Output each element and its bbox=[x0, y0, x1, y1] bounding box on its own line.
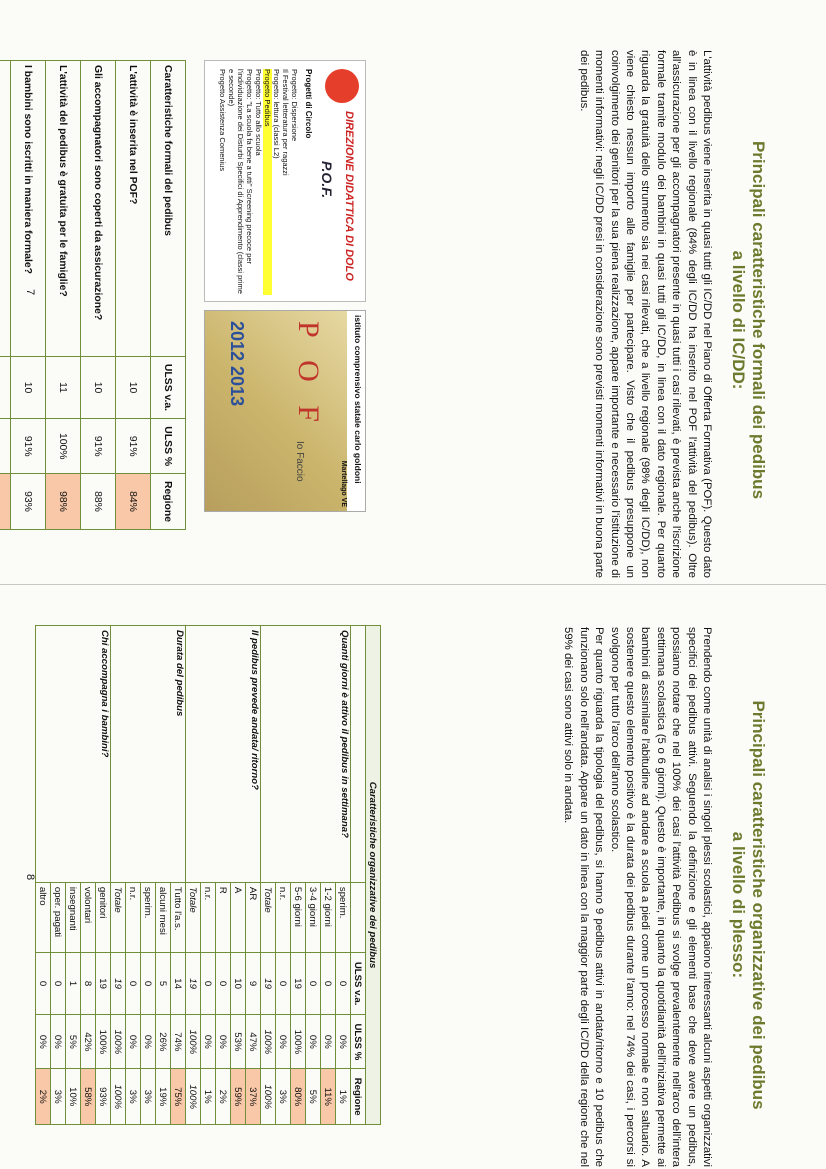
table-row bbox=[246, 626, 261, 1125]
table-cell: 74% bbox=[171, 1015, 186, 1069]
pof-header: DIREZIONE DIDATTICA DI DOLO bbox=[343, 111, 355, 281]
table-cell: 0% bbox=[201, 1015, 216, 1069]
table-row bbox=[96, 626, 111, 1125]
table-cell bbox=[0, 356, 11, 419]
page-7-paragraph: L'attività pedibus viene inserita in quasi tutti gli IC/DD nel Piano di Offerta Formativa (POF). Questo dato è in linea con il livello regionale (84% degli IC/DD ha inserito nel POF l'attività del pedibus). Oltre all'assicurazione per gli accompagnatori presente in quasi tutti i casi rilevati, è prevista anche l'iscrizione formale tramite modulo dei bambini in quasi tutti gli IC/DD, in linea con il dato regionale. Per quanto riguarda la gratuità dello strumento sia nei casi rilevati, che a livello regionale (98% degli IC/DD), non viene chiesto nessun importo alle famiglie per partecipare. Visto che il pedibus presuppone un coinvolgimento dei genitori per la sua piena realizzazione, appare importante e necessario l'istituzione di momenti informativi: negli IC/DD presi in considerazione sono previsti momenti informativi in buona parte dei pedibus. bbox=[577, 50, 713, 578]
table-cell: 47% bbox=[246, 1015, 261, 1069]
table-cell: 0 bbox=[276, 952, 291, 1014]
table-cell: 10 bbox=[11, 356, 46, 419]
table-cell bbox=[0, 61, 11, 357]
table-cell: 3-4 giorni bbox=[306, 882, 321, 952]
table-cell: 0 bbox=[306, 952, 321, 1014]
table-cell: 93% bbox=[96, 1069, 111, 1125]
pof-letters: P O F bbox=[292, 321, 325, 430]
school-town: Martellago VE bbox=[340, 460, 347, 507]
table-cell: genitori bbox=[96, 882, 111, 952]
table-cell: 19 bbox=[111, 952, 126, 1014]
pof-bullet: Progetto: Tutto allo scuola bbox=[254, 69, 263, 156]
table-cell: 19 bbox=[96, 952, 111, 1014]
table-cell: 91% bbox=[81, 419, 116, 474]
organizational-characteristics-table bbox=[35, 625, 381, 1125]
table-cell: 5-6 giorni bbox=[291, 882, 306, 952]
table-cell: 98% bbox=[46, 474, 81, 530]
table-header bbox=[351, 882, 366, 952]
table-cell: 1% bbox=[336, 1069, 351, 1125]
page-8-paragraph-1: Prendendo come unità di analisi i singoli plessi scolastici, appaiono interessanti alcuni aspetti organizzativi specifici dei pedibus attivi. Seguendo la definizione e gli elementi base che deve avere un pedibus, possiamo notare che nel 100% dei casi l'attività Pedibus si svolge prevalentemente nell'arco dell'intera settimana scolastica (5 o 6 giorni). Questo è importante, in quanto la quotidianità dell'iniziativa permette ai bambini di assimilare l'abitudine ad andare a scuola a piedi come un processo normale e non saltuario. A sostenere questo elemento positivo è la durata dei pedibus durante l'anno: nel 74% dei casi, i percorsi si svolgono per tutto l'arco dell'anno scolastico. bbox=[608, 627, 713, 1167]
table-cell: 88% bbox=[81, 474, 116, 530]
table-cell: 0% bbox=[216, 1015, 231, 1069]
table-cell: L'attività del pedibus è gratuita per le famiglie? bbox=[46, 61, 81, 357]
table-header-row bbox=[151, 61, 186, 530]
page-8-title-line1: Principali caratteristiche organizzative dei pedibus bbox=[749, 700, 768, 1110]
table-cell: Tutto l'a.s. bbox=[171, 882, 186, 952]
table-cell: 0% bbox=[321, 1015, 336, 1069]
page-7-title bbox=[728, 110, 768, 530]
table-cell: AR bbox=[246, 882, 261, 952]
table-cell: 100% bbox=[111, 1069, 126, 1125]
page-8-title-line2: a livello di plesso: bbox=[729, 831, 748, 979]
table-cell: 1 bbox=[66, 952, 81, 1014]
page-7-content bbox=[0, 0, 826, 584]
table-cell: 0 bbox=[321, 952, 336, 1014]
table-cell: 2% bbox=[216, 1069, 231, 1125]
table-cell: sperim. bbox=[336, 882, 351, 952]
table-cell: 37% bbox=[246, 1069, 261, 1125]
table-row bbox=[46, 61, 81, 530]
table-row bbox=[81, 61, 116, 530]
table-cell: alcuni mesi bbox=[156, 882, 171, 952]
table-header-row bbox=[351, 626, 366, 1125]
table-cell: 11% bbox=[321, 1069, 336, 1125]
table-cell: 53% bbox=[231, 1015, 246, 1069]
table-cell: 0 bbox=[216, 952, 231, 1014]
table-cell: 100% bbox=[186, 1015, 201, 1069]
table-cell: n.r. bbox=[201, 882, 216, 952]
table-question: Il pedibus prevede andata/ ritorno? bbox=[186, 626, 261, 883]
table-caption: Caratteristiche organizzative dei pedibus bbox=[366, 626, 381, 1125]
table-cell: 9 bbox=[246, 952, 261, 1014]
table-cell: 19% bbox=[156, 1069, 171, 1125]
pof-bullet: Progetto: Dispersione bbox=[290, 69, 299, 142]
table-cell: 93% bbox=[11, 474, 46, 530]
table-cell: 0% bbox=[306, 1015, 321, 1069]
table-cell: 0% bbox=[126, 1015, 141, 1069]
page-8 bbox=[0, 585, 826, 1169]
table-cell: Totale bbox=[261, 882, 276, 952]
pof-bullet-list bbox=[218, 69, 299, 295]
table-cell: 5% bbox=[306, 1069, 321, 1125]
table-header: ULSS % bbox=[151, 419, 186, 474]
table-cell: Gli accompagnatori sono coperti da assicurazione? bbox=[81, 61, 116, 357]
table-cell: 100% bbox=[96, 1015, 111, 1069]
table-cell: Totale bbox=[186, 882, 201, 952]
table-cell: L'attività è inserita nel POF? bbox=[116, 61, 151, 357]
table-cell: n.r. bbox=[276, 882, 291, 952]
table-cell: altro bbox=[36, 882, 51, 952]
table-header: ULSS v.a. bbox=[151, 356, 186, 419]
table-cell: 58% bbox=[81, 1069, 96, 1125]
pof-bullet: Progetto: lettura (classi L2) bbox=[272, 69, 281, 159]
table-cell: 84% bbox=[116, 474, 151, 530]
table-cell: n.r. bbox=[126, 882, 141, 952]
table-cell bbox=[0, 474, 11, 530]
table-cell: 8 bbox=[81, 952, 96, 1014]
table-cell: 2% bbox=[36, 1069, 51, 1125]
table-header: Regione bbox=[351, 1069, 366, 1125]
table-row bbox=[171, 626, 186, 1125]
table-row bbox=[0, 61, 11, 530]
table-cell: 0% bbox=[336, 1015, 351, 1069]
table-cell: 10% bbox=[66, 1069, 81, 1125]
page-8-paragraph-2: Per quanto riguarda la tipologia del pedibus, si hanno 9 pedibus attivi in andata/ritorno e 10 pedibus che funzionano solo nell'andata. Appare un dato in linea con la maggior parte degli IC/DD della regione che nel 59% dei casi sono attivi solo in andata. bbox=[562, 627, 606, 1167]
pof-cover-goldoni bbox=[204, 310, 366, 512]
table-cell: 100% bbox=[261, 1069, 276, 1125]
table-header: ULSS % bbox=[351, 1015, 366, 1069]
table-cell: volontari bbox=[81, 882, 96, 952]
pof-bullet: Progetto Pedibus bbox=[263, 69, 272, 295]
table-cell: 100% bbox=[291, 1015, 306, 1069]
page-number-7: 7 bbox=[24, 288, 36, 296]
table-cell: 19 bbox=[291, 952, 306, 1014]
table-cell: 3% bbox=[51, 1069, 66, 1125]
table-cell: 3% bbox=[141, 1069, 156, 1125]
table-cell: 0 bbox=[126, 952, 141, 1014]
pof-bullet: Progetto: "La scuola fa bene a tutti" Screening precoce per l'individuazione dei Disturbi Specifici di Apprendimento (classi prime e seconde) bbox=[227, 69, 254, 294]
table-cell: 0% bbox=[141, 1015, 156, 1069]
table-cell: 10 bbox=[81, 356, 116, 419]
table-cell: 1-2 giorni bbox=[321, 882, 336, 952]
pof-bullet: Progetto Assistenza Comenius bbox=[218, 69, 227, 172]
table-question: Quanti giorni è attivo il pedibus in settimana? bbox=[261, 626, 351, 883]
table-cell: 26% bbox=[156, 1015, 171, 1069]
table-cell: Totale bbox=[111, 882, 126, 952]
table-question: Chi accompagna i bambini? bbox=[36, 626, 111, 883]
table-cell: 80% bbox=[291, 1069, 306, 1125]
school-logo-icon bbox=[325, 69, 359, 103]
table-cell: 1% bbox=[201, 1069, 216, 1125]
table-cell: 19 bbox=[186, 952, 201, 1014]
table-cell: 10 bbox=[231, 952, 246, 1014]
table-cell: 100% bbox=[186, 1069, 201, 1125]
school-name: istituto comprensivo statale carlo goldoni bbox=[347, 311, 365, 511]
table-cell: 3% bbox=[276, 1069, 291, 1125]
page-8-content bbox=[0, 585, 826, 1169]
table-cell: 0 bbox=[201, 952, 216, 1014]
table-cell: 0 bbox=[36, 952, 51, 1014]
table-cell: R bbox=[216, 882, 231, 952]
table-cell: 11 bbox=[46, 356, 81, 419]
table-cell: 100% bbox=[46, 419, 81, 474]
table-cell: 59% bbox=[231, 1069, 246, 1125]
table-cell: oper. pagati bbox=[51, 882, 66, 952]
table-cell: 19 bbox=[261, 952, 276, 1014]
pof-bullet: Il Festival letteratura per ragazzi bbox=[281, 69, 290, 176]
pof-caption: Io Faccio bbox=[294, 441, 305, 482]
page-7-title-line1: Principali caratteristiche formali dei pedibus bbox=[749, 140, 768, 500]
table-cell: 0 bbox=[141, 952, 156, 1014]
table-cell: 0% bbox=[51, 1015, 66, 1069]
table-cell: 14 bbox=[171, 952, 186, 1014]
table-cell: 91% bbox=[116, 419, 151, 474]
table-cell: 42% bbox=[81, 1015, 96, 1069]
table-cell: 0% bbox=[36, 1015, 51, 1069]
table-cell: 100% bbox=[111, 1015, 126, 1069]
table-cell: I bambini sono iscritti in maniera formale? bbox=[11, 61, 46, 357]
table-row bbox=[336, 626, 351, 1125]
table-header bbox=[351, 626, 366, 883]
table-cell: 5 bbox=[156, 952, 171, 1014]
table-cell: 75% bbox=[171, 1069, 186, 1125]
table-cell: insegnanti bbox=[66, 882, 81, 952]
page-8-title bbox=[728, 695, 768, 1115]
table-header: ULSS v.a. bbox=[351, 952, 366, 1014]
table-question: Durata del pedibus bbox=[111, 626, 186, 883]
table-row bbox=[116, 61, 151, 530]
table-cell: 100% bbox=[261, 1015, 276, 1069]
page-8-text bbox=[560, 627, 714, 1167]
table-cell: A bbox=[231, 882, 246, 952]
table-cell: 0 bbox=[336, 952, 351, 1014]
table-header: Caratteristiche formali del pedibus bbox=[151, 61, 186, 357]
page-7-title-line2: a livello di IC/DD: bbox=[729, 250, 748, 390]
pof-cover-dolo bbox=[204, 60, 366, 302]
pof-subtitle: Progetti di Circolo bbox=[304, 69, 313, 139]
pof-label: P.O.F. bbox=[319, 161, 335, 199]
table-cell: 0% bbox=[276, 1015, 291, 1069]
table-cell: 10 bbox=[116, 356, 151, 419]
table-cell bbox=[0, 419, 11, 474]
table-cell: sperim. bbox=[141, 882, 156, 952]
table-cell: 3% bbox=[126, 1069, 141, 1125]
table-cell: 0 bbox=[51, 952, 66, 1014]
table-cell: 91% bbox=[11, 419, 46, 474]
table-caption-row bbox=[366, 626, 381, 1125]
page-number-8: 8 bbox=[24, 873, 36, 881]
table-header: Regione bbox=[151, 474, 186, 530]
table-body bbox=[36, 626, 351, 1125]
pof-year: 2012 2013 bbox=[227, 321, 247, 407]
table-cell: 5% bbox=[66, 1015, 81, 1069]
